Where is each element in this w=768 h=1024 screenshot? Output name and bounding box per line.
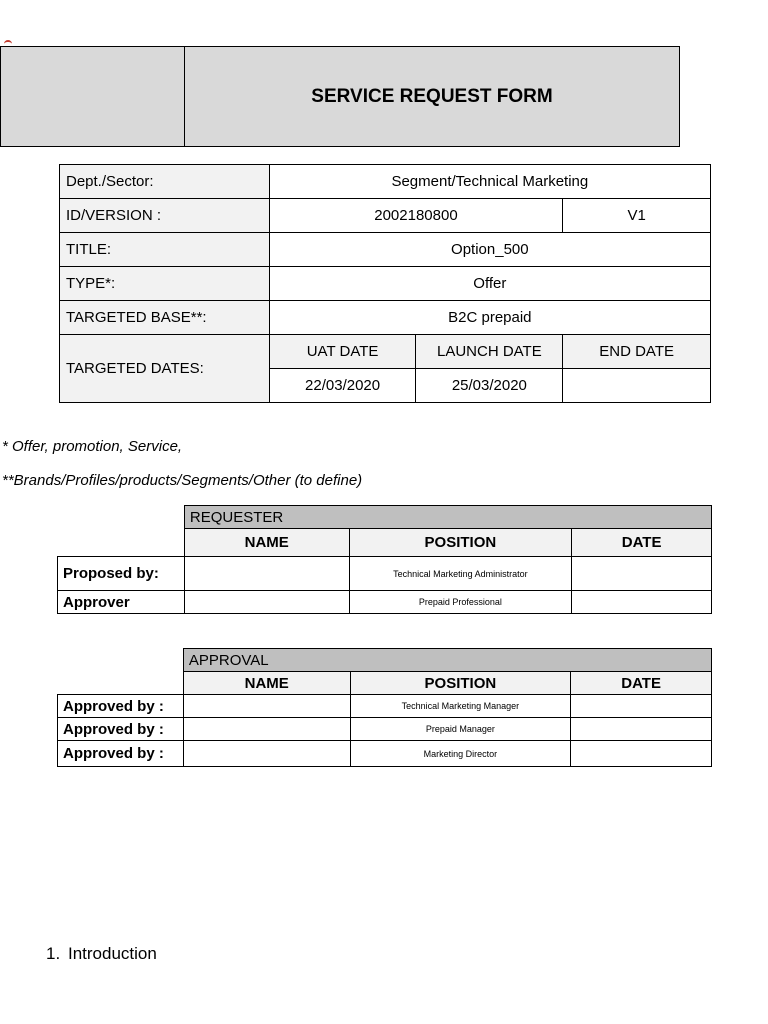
date-cell[interactable] — [572, 591, 712, 614]
section-number: 1. — [46, 944, 61, 963]
table-row — [58, 591, 712, 614]
base-label: TARGETED BASE**: — [60, 301, 270, 335]
requester-group-label: REQUESTER — [184, 506, 711, 529]
table-row — [58, 695, 712, 718]
section-heading-introduction — [46, 944, 157, 964]
table-row — [58, 557, 712, 591]
request-info-table — [59, 164, 711, 403]
approval-table — [57, 648, 712, 767]
row-label: Approver — [58, 591, 185, 614]
position-cell: Marketing Director — [350, 741, 571, 767]
title-row — [60, 233, 711, 267]
row-label: Approved by : — [58, 695, 184, 718]
uat-date-header: UAT DATE — [269, 335, 416, 369]
title-label: TITLE: — [60, 233, 270, 267]
name-cell[interactable] — [183, 718, 350, 741]
col-position-header: POSITION — [350, 672, 571, 695]
end-date-value[interactable] — [563, 369, 711, 403]
row-label: Approved by : — [58, 741, 184, 767]
type-row — [60, 267, 711, 301]
row-label: Approved by : — [58, 718, 184, 741]
table-row — [58, 718, 712, 741]
date-cell[interactable] — [571, 718, 712, 741]
position-cell: Prepaid Professional — [349, 591, 572, 614]
date-cell[interactable] — [572, 557, 712, 591]
dept-label: Dept./Sector: — [60, 165, 270, 199]
col-name-header: NAME — [183, 672, 350, 695]
id-value[interactable]: 2002180800 — [269, 199, 563, 233]
col-name-header: NAME — [184, 529, 349, 557]
dept-value[interactable]: Segment/Technical Marketing — [269, 165, 710, 199]
type-value[interactable]: Offer — [269, 267, 710, 301]
type-label: TYPE*: — [60, 267, 270, 301]
col-date-header: DATE — [572, 529, 712, 557]
end-date-header: END DATE — [563, 335, 711, 369]
dept-row — [60, 165, 711, 199]
approval-group-label: APPROVAL — [183, 649, 711, 672]
name-cell[interactable] — [184, 557, 349, 591]
row-label: Proposed by: — [58, 557, 185, 591]
launch-date-header: LAUNCH DATE — [416, 335, 563, 369]
version-value[interactable]: V1 — [563, 199, 711, 233]
launch-date-value[interactable]: 25/03/2020 — [416, 369, 563, 403]
dates-header-row — [60, 335, 711, 369]
section-title: Introduction — [68, 944, 157, 963]
col-position-header: POSITION — [349, 529, 572, 557]
col-date-header: DATE — [571, 672, 712, 695]
id-label: ID/VERSION : — [60, 199, 270, 233]
form-header — [0, 46, 680, 147]
position-cell: Prepaid Manager — [350, 718, 571, 741]
base-value[interactable]: B2C prepaid — [269, 301, 710, 335]
position-cell: Technical Marketing Administrator — [349, 557, 572, 591]
name-cell[interactable] — [184, 591, 349, 614]
dates-label: TARGETED DATES: — [60, 335, 270, 403]
position-cell: Technical Marketing Manager — [350, 695, 571, 718]
title-value[interactable]: Option_500 — [269, 233, 710, 267]
base-row — [60, 301, 711, 335]
date-cell[interactable] — [571, 741, 712, 767]
uat-date-value[interactable]: 22/03/2020 — [269, 369, 416, 403]
name-cell[interactable] — [183, 741, 350, 767]
date-cell[interactable] — [571, 695, 712, 718]
logo-placeholder — [1, 47, 185, 147]
base-footnote: **Brands/Profiles/products/Segments/Other (to define) — [2, 472, 363, 489]
name-cell[interactable] — [183, 695, 350, 718]
form-title: SERVICE REQUEST FORM — [185, 47, 680, 147]
id-row — [60, 199, 711, 233]
type-footnote: * Offer, promotion, Service, — [2, 438, 183, 455]
requester-table — [57, 505, 712, 614]
table-row — [58, 741, 712, 767]
